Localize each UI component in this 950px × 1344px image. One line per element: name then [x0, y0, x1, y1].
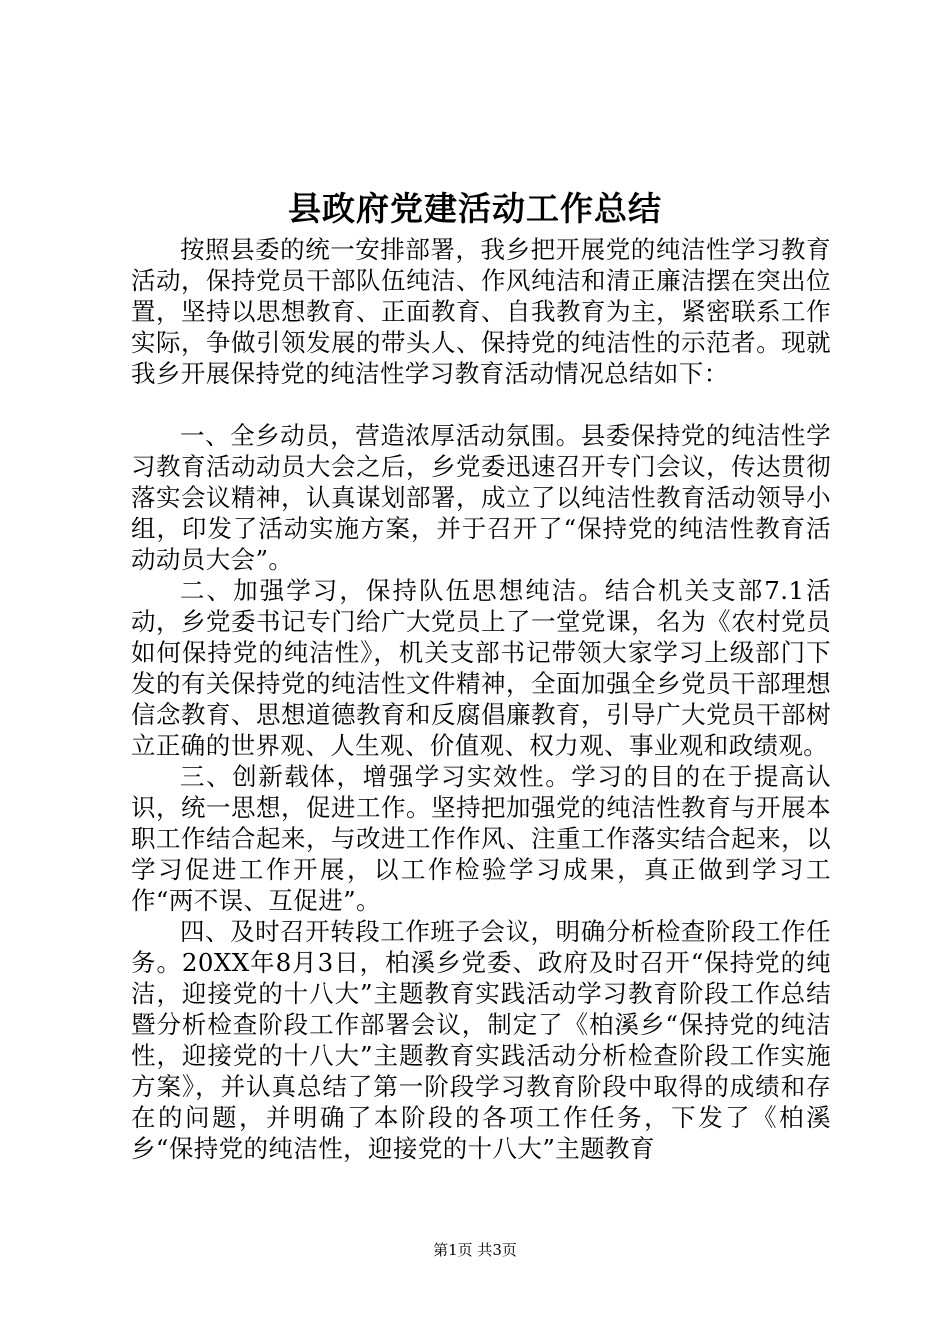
section-paragraph-3: 三、创新载体，增强学习实效性。学习的目的在于提高认识，统一思想，促进工作。坚持把加强党的纯洁性教育与开展本职工作结合起来，与改进工作作风、注重工作落实结合起来，以学习促进工作开展，以工作检验学习成果，真正做到学习工作“两不误、互促进”。 — [131, 762, 831, 915]
intro-paragraph: 按照县委的统一安排部署，我乡把开展党的纯洁性学习教育活动，保持党员干部队伍纯洁、作风纯洁和清正廉洁摆在突出位置，坚持以思想教育、正面教育、自我教育为主，紧密联系工作实际，争做引领发展的带头人、保持党的纯洁性的示范者。现就我乡开展保持党的纯洁性学习教育活动情况总结如下： — [131, 235, 831, 388]
document-body — [131, 234, 831, 1164]
section-paragraph-2: 二、加强学习，保持队伍思想纯洁。结合机关支部7.1活动，乡党委书记专门给广大党员上了一堂党课，名为《农村党员如何保持党的纯洁性》，机关支部书记带领大家学习上级部门下发的有关保持党的纯洁性文件精神，全面加强全乡党员干部理想信念教育、思想道德教育和反腐倡廉教育，引导广大党员干部树立正确的世界观、人生观、价值观、权力观、事业观和政绩观。 — [131, 576, 831, 760]
document-title: 县政府党建活动工作总结 — [288, 189, 662, 228]
page-footer: 第1页 共3页 — [433, 1241, 517, 1259]
section-paragraph-4: 四、及时召开转段工作班子会议，明确分析检查阶段工作任务。20XX年8月3日，柏溪乡党委、政府及时召开“保持党的纯洁，迎接党的十八大”主题教育实践活动学习教育阶段工作总结暨分析检查阶段工作部署会议，制定了《柏溪乡“保持党的纯洁性，迎接党的十八大”主题教育实践活动分析检查阶段工作实施方案》，并认真总结了第一阶段学习教育阶段中取得的成绩和存在的问题，并明确了本阶段的各项工作任务，下发了《柏溪乡“保持党的纯洁性，迎接党的十八大”主题教育 — [131, 917, 831, 1163]
section-paragraph-1: 一、全乡动员，营造浓厚活动氛围。县委保持党的纯洁性学习教育活动动员大会之后，乡党委迅速召开专门会议，传达贯彻落实会议精神，认真谋划部署，成立了以纯洁性教育活动领导小组，印发了活动实施方案，并于召开了“保持党的纯洁性教育活动动员大会”。 — [131, 421, 831, 574]
